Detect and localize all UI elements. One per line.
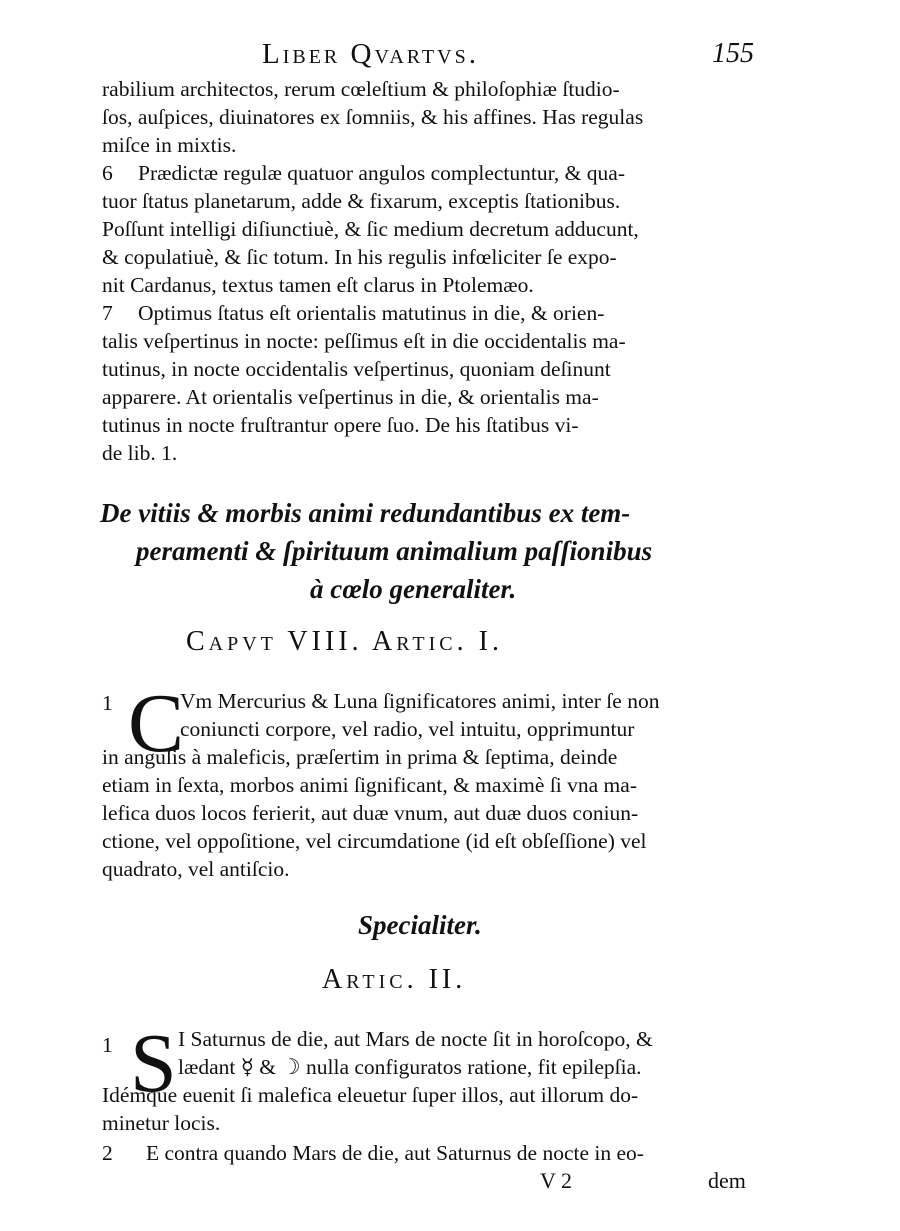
text-line: de lib. 1. [102,441,178,465]
text-line: ctione, vel oppoſitione, vel circumdatione (id eſt obſeſſione) vel [102,829,647,853]
subheading: Specialiter. [358,910,482,940]
section-title-line: peramenti & ſpirituum animalium paſſionibus [136,536,653,566]
text-line: Prædictæ regulæ quatuor angulos complectuntur, & qua- [138,161,625,185]
paragraph-number: 7 [102,301,113,325]
paragraph-number: 1 [102,691,113,715]
drop-cap: C [128,677,185,770]
text-line: quadrato, vel antiſcio. [102,857,290,881]
text-line: rabilium architectos, rerum cœleſtium & philoſophiæ ſtudio- [102,77,620,101]
running-title: Liber Qvartvs. [262,38,479,70]
text-line: miſce in mixtis. [102,133,237,157]
section-title-line: à cœlo generaliter. [310,574,517,604]
text-line: & copulatiuè, & ſic totum. In his regulis infœliciter ſe expo- [102,245,617,269]
paragraph-number: 6 [102,161,113,185]
text-line: tuor ſtatus planetarum, adde & fixarum, exceptis ſtationibus. [102,189,621,213]
text-line: ſos, auſpices, diuinatores ex ſomniis, & his affines. Has regulas [102,105,644,129]
chapter-heading: Capvt VIII. Artic. I. [186,626,503,657]
text-line: Poſſunt intelligi diſiunctiuè, & ſic medium decretum adducunt, [102,217,639,241]
signature-mark: V 2 [540,1168,572,1193]
text-line: I Saturnus de die, aut Mars de nocte ſit in horoſcopo, & [178,1027,653,1051]
text-line: E contra quando Mars de die, aut Saturnus de nocte in eo- [146,1141,644,1165]
text-line: talis veſpertinus in nocte: peſſimus eſt in die occidentalis ma- [102,329,626,353]
drop-cap: S [130,1017,177,1110]
section-title-line: De vitiis & morbis animi redundantibus ex tem- [100,498,631,528]
page-number: 155 [712,38,754,69]
text-line: coniuncti corpore, vel radio, vel intuitu, opprimuntur [180,717,635,741]
text-line: tutinus, in nocte occidentalis veſpertinus, quoniam deſinunt [102,357,611,381]
text-line: tutinus in nocte fruſtrantur opere ſuo. De his ſtatibus vi- [102,413,579,437]
catchword: dem [708,1168,746,1193]
paragraph-number: 2 [102,1141,113,1165]
text-line: nit Cardanus, textus tamen eſt clarus in Ptolemæo. [102,273,534,297]
text-line: etiam in ſexta, morbos animi ſignificant, & maximè ſi vna ma- [102,773,637,797]
text-line: Idémque euenit ſi malefica eleuetur ſuper illos, aut illorum do- [102,1083,639,1107]
text-line: lefica duos locos ferierit, aut duæ vnum, aut duæ duos coniun- [102,801,639,825]
text-line: Vm Mercurius & Luna ſignificatores animi, inter ſe non [180,689,660,713]
text-line: minetur locis. [102,1111,221,1135]
text-line: Optimus ſtatus eſt orientalis matutinus in die, & orien- [138,301,605,325]
text-line: apparere. At orientalis veſpertinus in die, & orientalis ma- [102,385,599,409]
paragraph-number: 1 [102,1033,113,1057]
text-line: lædant ☿ & ☽ nulla configuratos ratione, fit epilepſia. [178,1055,642,1079]
text-line: in angulis à maleficis, præſertim in prima & ſeptima, deinde [102,745,618,769]
article-heading: Artic. II. [322,964,467,995]
